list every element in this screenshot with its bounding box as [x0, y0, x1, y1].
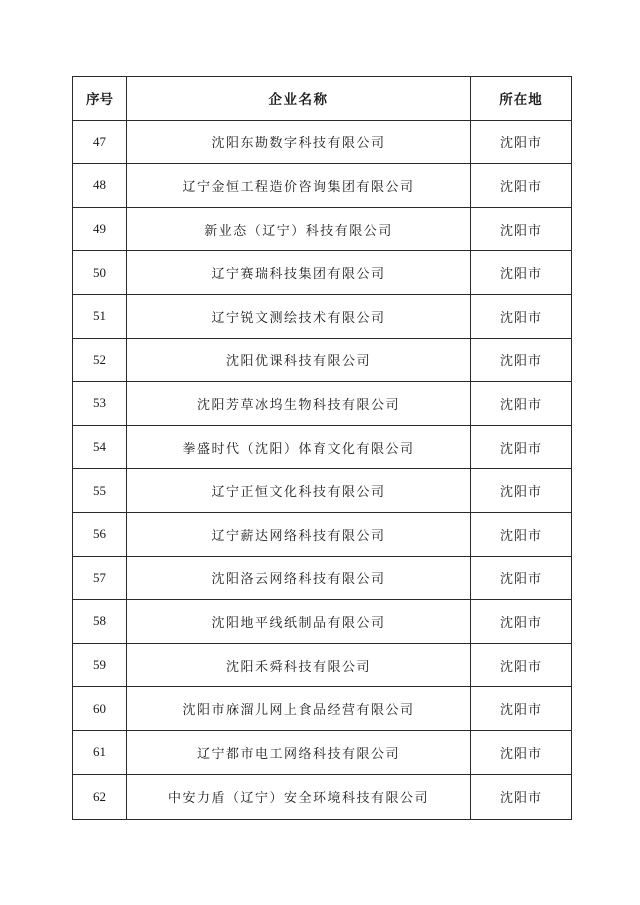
cell-serial-number: 48	[73, 164, 127, 208]
cell-serial-number: 55	[73, 469, 127, 513]
table-row	[73, 774, 572, 819]
table-row	[73, 469, 572, 513]
cell-company-name: 沈阳优课科技有限公司	[127, 338, 471, 382]
table-row	[73, 338, 572, 382]
cell-serial-number: 50	[73, 251, 127, 295]
cell-company-name: 沈阳东勘数字科技有限公司	[127, 120, 471, 164]
cell-company-name: 中安力盾（辽宁）安全环境科技有限公司	[127, 774, 471, 819]
cell-serial-number: 59	[73, 643, 127, 687]
cell-location: 沈阳市	[471, 512, 572, 556]
cell-location: 沈阳市	[471, 643, 572, 687]
cell-company-name: 辽宁金恒工程造价咨询集团有限公司	[127, 164, 471, 208]
cell-location: 沈阳市	[471, 600, 572, 644]
cell-serial-number: 52	[73, 338, 127, 382]
cell-company-name: 沈阳市庥溜儿网上食品经营有限公司	[127, 687, 471, 731]
cell-location: 沈阳市	[471, 294, 572, 338]
table-row	[73, 294, 572, 338]
cell-location: 沈阳市	[471, 207, 572, 251]
cell-location: 沈阳市	[471, 251, 572, 295]
table-body	[73, 120, 572, 819]
table-row	[73, 600, 572, 644]
cell-company-name: 新业态（辽宁）科技有限公司	[127, 207, 471, 251]
table-row	[73, 687, 572, 731]
cell-location: 沈阳市	[471, 687, 572, 731]
cell-serial-number: 58	[73, 600, 127, 644]
table-row	[73, 643, 572, 687]
cell-company-name: 辽宁锐文测绘技术有限公司	[127, 294, 471, 338]
cell-company-name: 沈阳芳草冰坞生物科技有限公司	[127, 382, 471, 426]
table-header-row	[73, 77, 572, 121]
cell-serial-number: 56	[73, 512, 127, 556]
cell-company-name: 沈阳地平线纸制品有限公司	[127, 600, 471, 644]
company-list-table	[72, 76, 572, 820]
cell-serial-number: 54	[73, 425, 127, 469]
header-serial-number: 序号	[73, 77, 127, 121]
cell-serial-number: 60	[73, 687, 127, 731]
cell-serial-number: 57	[73, 556, 127, 600]
cell-serial-number: 51	[73, 294, 127, 338]
table-row	[73, 164, 572, 208]
table-row	[73, 730, 572, 774]
cell-company-name: 辽宁正恒文化科技有限公司	[127, 469, 471, 513]
header-location: 所在地	[471, 77, 572, 121]
cell-location: 沈阳市	[471, 425, 572, 469]
table-row	[73, 512, 572, 556]
cell-company-name: 沈阳禾舜科技有限公司	[127, 643, 471, 687]
cell-location: 沈阳市	[471, 469, 572, 513]
cell-serial-number: 47	[73, 120, 127, 164]
cell-location: 沈阳市	[471, 120, 572, 164]
cell-serial-number: 49	[73, 207, 127, 251]
cell-company-name: 辽宁薪达网络科技有限公司	[127, 512, 471, 556]
table-row	[73, 556, 572, 600]
header-company-name: 企业名称	[127, 77, 471, 121]
cell-location: 沈阳市	[471, 338, 572, 382]
cell-company-name: 沈阳洛云网络科技有限公司	[127, 556, 471, 600]
cell-location: 沈阳市	[471, 382, 572, 426]
cell-company-name: 拳盛时代（沈阳）体育文化有限公司	[127, 425, 471, 469]
cell-location: 沈阳市	[471, 774, 572, 819]
cell-company-name: 辽宁都市电工网络科技有限公司	[127, 730, 471, 774]
table-row	[73, 425, 572, 469]
cell-location: 沈阳市	[471, 164, 572, 208]
cell-location: 沈阳市	[471, 556, 572, 600]
cell-serial-number: 61	[73, 730, 127, 774]
cell-company-name: 辽宁赛瑞科技集团有限公司	[127, 251, 471, 295]
cell-location: 沈阳市	[471, 730, 572, 774]
cell-serial-number: 53	[73, 382, 127, 426]
table-row	[73, 120, 572, 164]
cell-serial-number: 62	[73, 774, 127, 819]
table-row	[73, 382, 572, 426]
table-row	[73, 207, 572, 251]
table-row	[73, 251, 572, 295]
